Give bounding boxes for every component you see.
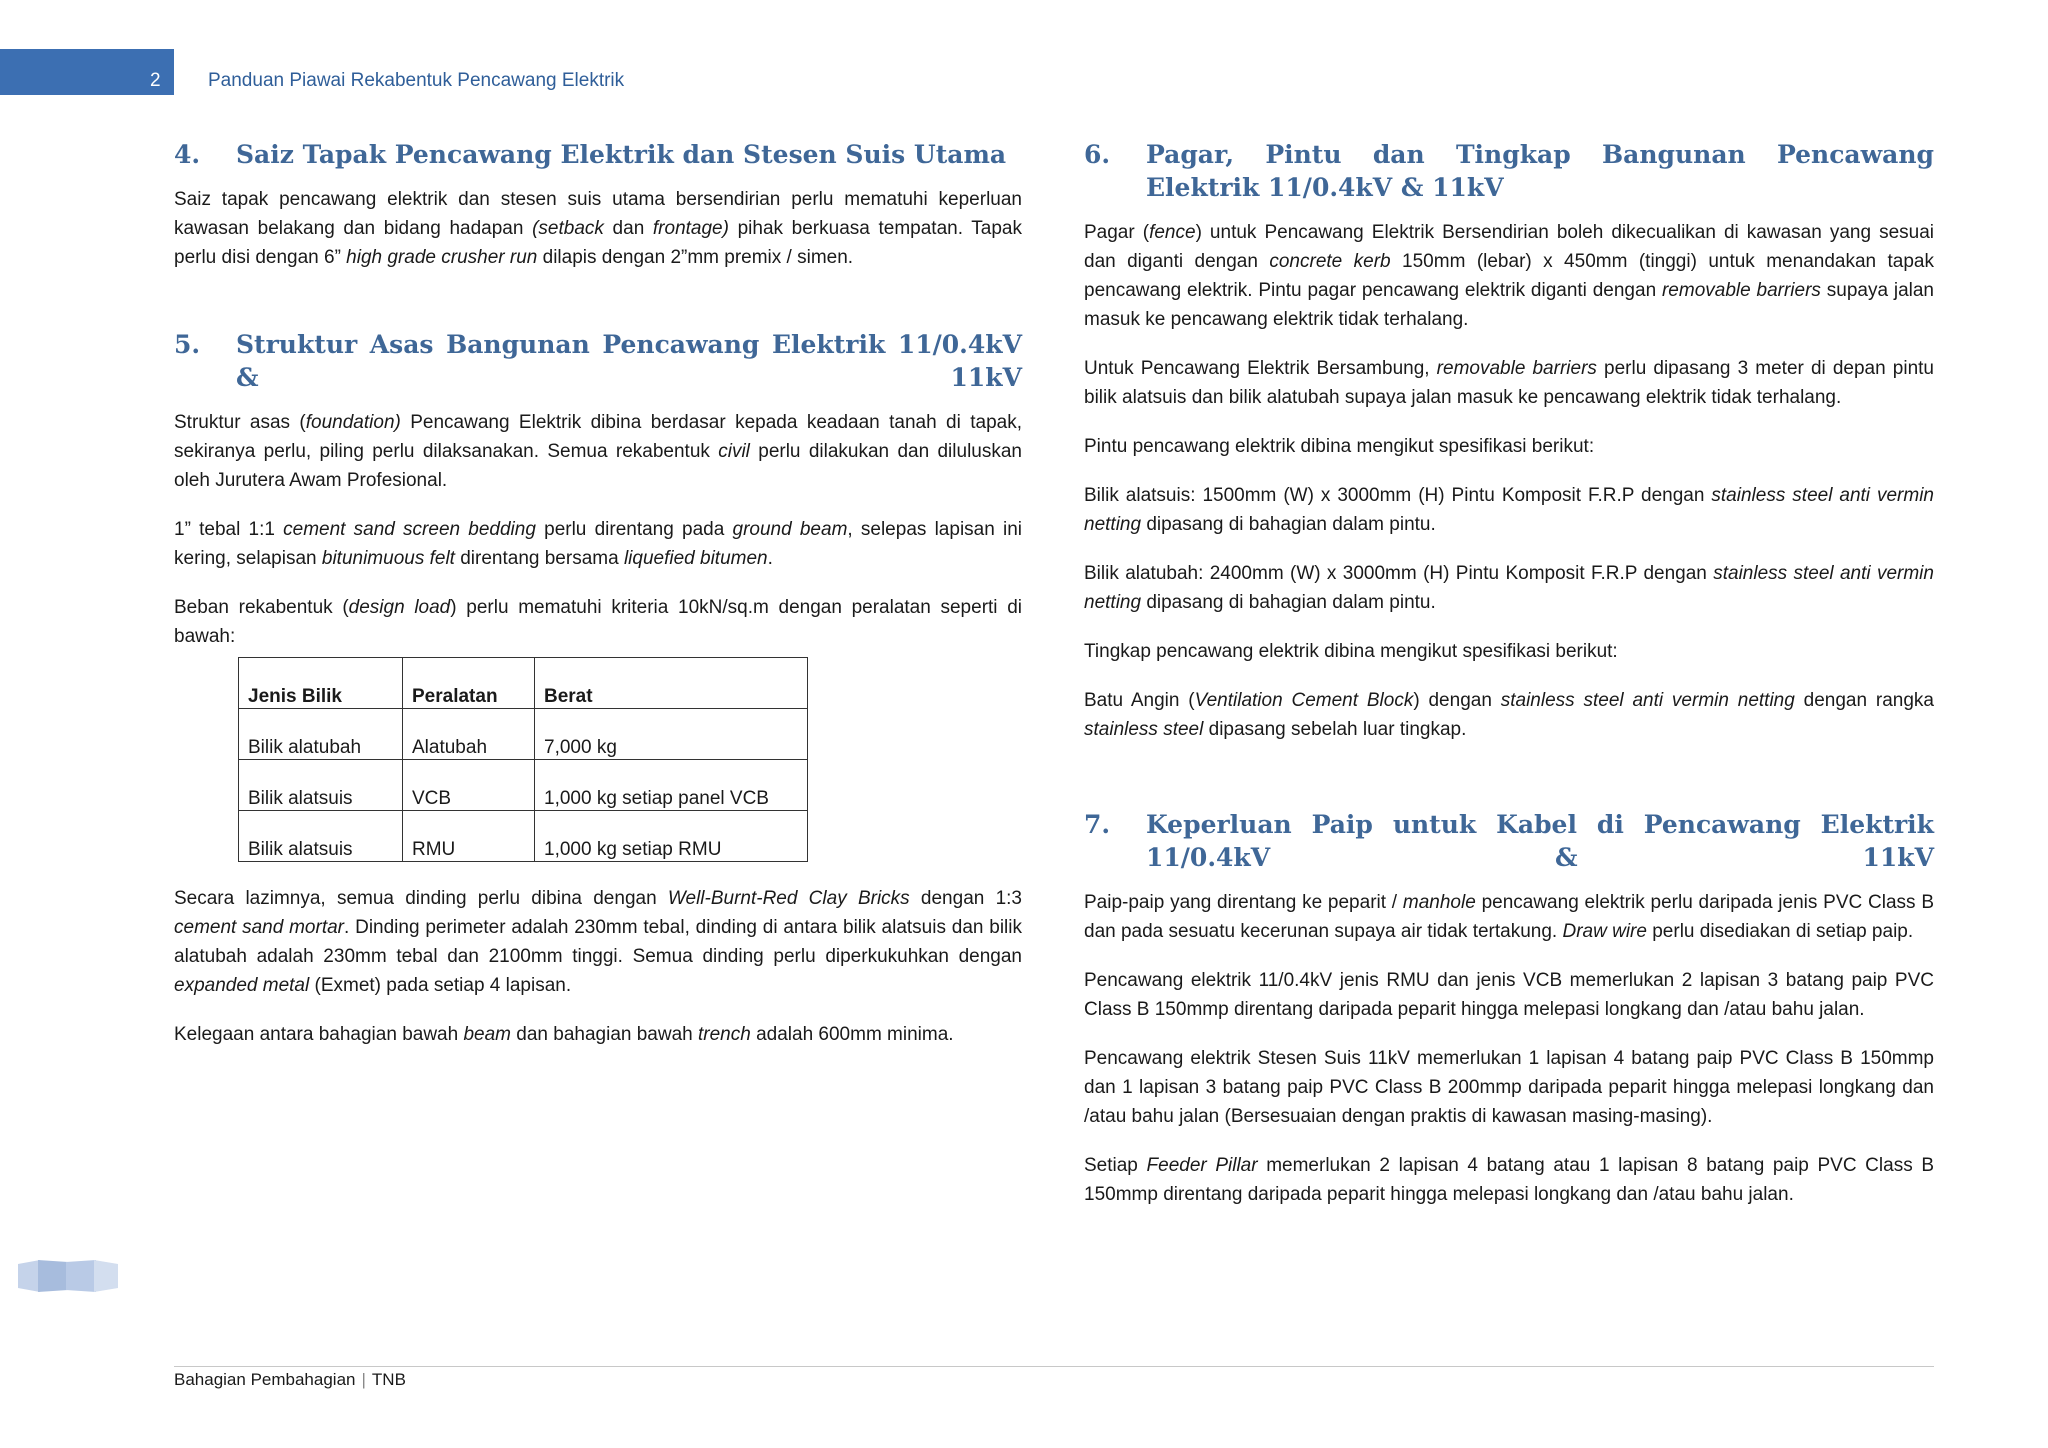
ribbon-decoration-icon	[18, 1258, 118, 1294]
paragraph: Pencawang elektrik 11/0.4kV jenis RMU dan jenis VCB memerlukan 2 lapisan 3 batang paip PVC Class B 150mmp direntang daripada peparit hingga melepasi longkang dan /atau bahu jalan.	[1084, 970, 1934, 1020]
paragraph: Bilik alatsuis: 1500mm (W) x 3000mm (H) Pintu Komposit F.R.P dengan stainless steel anti vermin netting dipasang di bahagian dalam pintu.	[1084, 485, 1934, 535]
footer-separator: |	[361, 1370, 366, 1389]
table-cell: VCB	[403, 760, 535, 811]
paragraph: 1” tebal 1:1 cement sand screen bedding perlu direntang pada ground beam, selepas lapisan ini kering, selapisan bitunimuous felt direntang bersama liquefied bitumen.	[174, 519, 1023, 569]
paragraph: Pintu pencawang elektrik dibina mengikut spesifikasi berikut:	[1084, 436, 1595, 457]
footer	[174, 1370, 406, 1390]
table-cell: RMU	[403, 811, 535, 862]
section-number: 6.	[1084, 140, 1111, 169]
table-cell: Bilik alatsuis	[239, 811, 403, 862]
header-accent-bar	[0, 49, 174, 95]
paragraph: Pencawang elektrik Stesen Suis 11kV memerlukan 1 lapisan 4 batang paip PVC Class B 150mmp dan 1 lapisan 3 batang paip PVC Class B 200mmp daripada peparit hingga melepasi longkang dan /atau bahu jalan (Bersesuaian dengan praktis di kawasan masing-masing).	[1084, 1048, 1934, 1127]
table-header-cell: Jenis Bilik	[239, 658, 403, 709]
table-row	[239, 760, 808, 811]
footer-divider	[174, 1366, 1934, 1367]
paragraph: Paip-paip yang direntang ke peparit / manhole pencawang elektrik perlu daripada jenis PVC Class B dan pada sesuatu kecerunan supaya air tidak tertakung. Draw wire perlu disediakan di setiap paip.	[1084, 892, 1934, 942]
paragraph: Bilik alatubah: 2400mm (W) x 3000mm (H) Pintu Komposit F.R.P dengan stainless steel anti vermin netting dipasang di bahagian dalam pintu.	[1084, 563, 1934, 613]
section-heading	[1084, 808, 1934, 874]
table-cell: Alatubah	[403, 709, 535, 760]
section-heading	[174, 328, 1022, 394]
section-title: Pagar, Pintu dan Tingkap Bangunan Pencawang Elektrik 11/0.4kV & 11kV	[1146, 140, 1934, 202]
section-number: 7.	[1084, 810, 1111, 839]
paragraph: Kelegaan antara bahagian bawah beam dan bahagian bawah trench adalah 600mm minima.	[174, 1024, 954, 1045]
table-cell: 7,000 kg	[535, 709, 808, 760]
section-number: 4.	[174, 140, 201, 169]
paragraph: Tingkap pencawang elektrik dibina mengikut spesifikasi berikut:	[1084, 641, 1618, 662]
section-heading	[1084, 138, 1934, 204]
right-column	[1084, 138, 1934, 1229]
paragraph: Beban rekabentuk (design load) perlu mematuhi kriteria 10kN/sq.m dengan peralatan seperti di bawah:	[174, 597, 1022, 647]
footer-company: TNB	[371, 1370, 406, 1389]
section-heading	[174, 138, 1022, 171]
paragraph: Untuk Pencawang Elektrik Bersambung, removable barriers perlu dipasang 3 meter di depan pintu bilik alatsuis dan bilik alatubah supaya jalan masuk ke pencawang elektrik tidak terhalang.	[1084, 358, 1935, 408]
paragraph: Saiz tapak pencawang elektrik dan stesen suis utama bersendirian perlu mematuhi keperluan kawasan belakang dan bidang hadapan (setback dan frontage) pihak berkuasa tempatan. Tapak perlu disi dengan 6” high grade crusher run dilapis dengan 2”mm premix / simen.	[174, 189, 1022, 268]
left-column	[174, 138, 1022, 1069]
section-number: 5.	[174, 330, 201, 359]
design-load-table	[238, 657, 808, 862]
section-title: Saiz Tapak Pencawang Elektrik dan Stesen Suis Utama	[236, 140, 1007, 169]
footer-department: Bahagian Pembahagian	[174, 1370, 356, 1389]
table-cell: Bilik alatsuis	[239, 760, 403, 811]
paragraph: Setiap Feeder Pillar memerlukan 2 lapisan 4 batang atau 1 lapisan 8 batang paip PVC Class B 150mmp direntang daripada peparit hingga melepasi longkang dan /atau bahu jalan.	[1084, 1155, 1934, 1205]
table-row	[239, 811, 808, 862]
section-6	[1084, 138, 1934, 744]
document-title: Panduan Piawai Rekabentuk Pencawang Elektrik	[208, 70, 625, 91]
section-5	[174, 328, 1022, 1049]
table-cell: 1,000 kg setiap RMU	[535, 811, 808, 862]
section-title: Keperluan Paip untuk Kabel di Pencawang Elektrik 11/0.4kV & 11kV	[1146, 810, 1934, 872]
table-cell: 1,000 kg setiap panel VCB	[535, 760, 808, 811]
table-header-cell: Peralatan	[403, 658, 535, 709]
paragraph: Secara lazimnya, semua dinding perlu dibina dengan Well-Burnt-Red Clay Bricks dengan 1:3 cement sand mortar. Dinding perimeter adalah 230mm tebal, dinding di antara bilik alatsuis dan bilik alatubah adalah 230mm tebal dan 2100mm tinggi. Semua dinding perlu diperkukuhkan dengan expanded metal (Exmet) pada setiap 4 lapisan.	[174, 888, 1023, 996]
table-header-cell: Berat	[535, 658, 808, 709]
paragraph: Pagar (fence) untuk Pencawang Elektrik Bersendirian boleh dikecualikan di kawasan yang sesuai dan diganti dengan concrete kerb 150mm (lebar) x 450mm (tinggi) untuk menandakan tapak pencawang elektrik. Pintu pagar pencawang elektrik diganti dengan removable barriers supaya jalan masuk ke pencawang elektrik tidak terhalang.	[1084, 222, 1934, 330]
paragraph: Batu Angin (Ventilation Cement Block) dengan stainless steel anti vermin netting dengan rangka stainless steel dipasang sebelah luar tingkap.	[1084, 690, 1934, 740]
paragraph: Struktur asas (foundation) Pencawang Elektrik dibina berdasar kepada keadaan tanah di tapak, sekiranya perlu, piling perlu dilaksanakan. Semua rekabentuk civil perlu dilakukan dan diluluskan oleh Jurutera Awam Profesional.	[174, 412, 1022, 491]
section-7	[1084, 808, 1934, 1209]
table-row	[239, 709, 808, 760]
table-cell: Bilik alatubah	[239, 709, 403, 760]
section-title: Struktur Asas Bangunan Pencawang Elektrik 11/0.4kV & 11kV	[236, 330, 1022, 392]
page-number: 2	[150, 70, 161, 91]
section-4	[174, 138, 1022, 272]
table-header-row	[239, 658, 808, 709]
